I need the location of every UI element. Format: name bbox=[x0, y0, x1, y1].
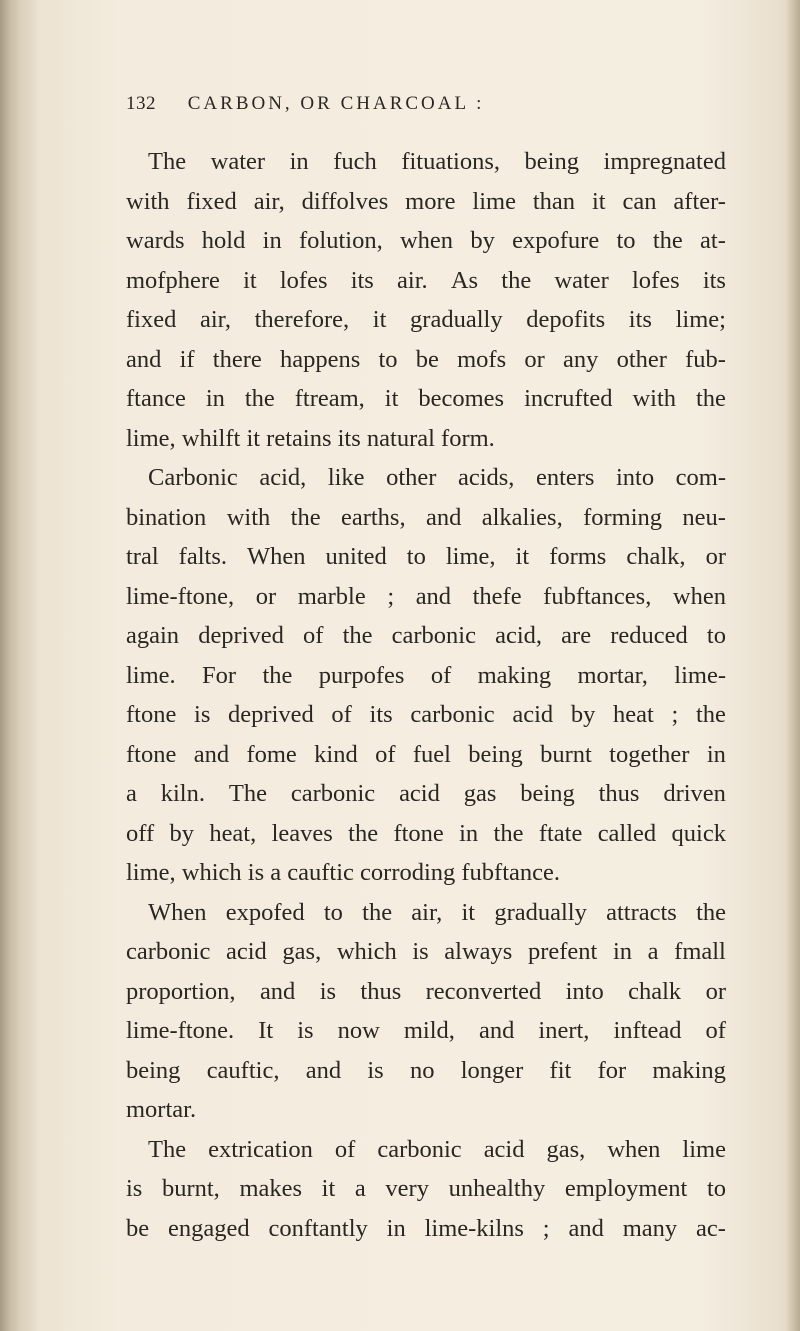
text-line: mofphere it lofes its air. As the water lofes its bbox=[126, 266, 726, 294]
text-line: and if there happens to be mofs or any other fub- bbox=[126, 345, 726, 373]
text-line: off by heat, leaves the ftone in the ftate called quick bbox=[126, 819, 726, 847]
text-line: fixed air, therefore, it gradually depofits its lime; bbox=[126, 306, 726, 333]
text-line: with fixed air, diffolves more lime than it can after- bbox=[126, 187, 726, 215]
text-line: being cauftic, and is no longer fit for making bbox=[126, 1056, 726, 1084]
text-line: ftance in the ftream, it becomes incrufted with the bbox=[126, 385, 726, 412]
text-line: again deprived of the carbonic acid, are reduced to bbox=[126, 622, 726, 649]
page-number: 132 bbox=[126, 93, 156, 114]
text-line: lime-ftone. It is now mild, and inert, inftead of bbox=[126, 1017, 726, 1044]
text-line: lime-ftone, or marble ; and thefe fubftances, when bbox=[126, 582, 726, 610]
text-line: be engaged conftantly in lime-kilns ; and many ac- bbox=[126, 1214, 726, 1242]
text-line: When expofed to the air, it gradually attracts the bbox=[148, 898, 726, 926]
text-line: bination with the earths, and alkalies, forming neu- bbox=[126, 503, 726, 531]
page-edge bbox=[786, 0, 800, 1331]
page-gutter bbox=[0, 0, 38, 1331]
text-line: Carbonic acid, like other acids, enters into com- bbox=[148, 464, 726, 491]
text-line: tral falts. When united to lime, it forms chalk, or bbox=[126, 543, 726, 570]
text-line: wards hold in folution, when by expofure to the at- bbox=[126, 227, 726, 254]
text-line: carbonic acid gas, which is always prefent in a fmall bbox=[126, 938, 726, 965]
text-line: is burnt, makes it a very unhealthy employment to bbox=[126, 1175, 726, 1202]
running-head: CARBON, OR CHARCOAL : bbox=[187, 93, 485, 114]
text-line: lime, which is a cauftic corroding fubftance. bbox=[126, 859, 561, 886]
body-text bbox=[126, 142, 726, 1248]
text-line: ftone and fome kind of fuel being burnt together in bbox=[126, 740, 726, 768]
text-line: lime. For the purpofes of making mortar, lime- bbox=[126, 661, 726, 689]
page-header bbox=[126, 90, 484, 115]
text-line: a kiln. The carbonic acid gas being thus driven bbox=[126, 780, 726, 807]
text-line: lime, whilft it retains its natural form. bbox=[126, 424, 495, 452]
text-line: ftone is deprived of its carbonic acid by heat ; the bbox=[126, 701, 726, 728]
text-line: proportion, and is thus reconverted into chalk or bbox=[126, 977, 726, 1005]
text-line: mortar. bbox=[126, 1096, 197, 1123]
text-line: The extrication of carbonic acid gas, when lime bbox=[148, 1135, 726, 1163]
text-line: The water in fuch fituations, being impregnated bbox=[148, 148, 726, 175]
